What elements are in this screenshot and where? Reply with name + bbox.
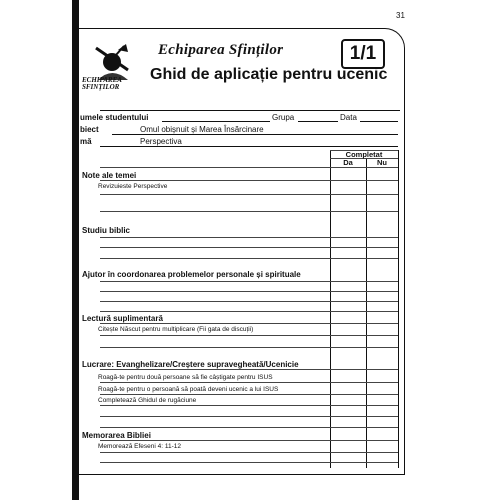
completed-header: Completat xyxy=(345,150,383,159)
theme-line xyxy=(100,146,398,147)
column-divider-middle xyxy=(366,158,367,468)
rule-line xyxy=(100,301,398,302)
form-sheet xyxy=(76,28,405,475)
rule-line xyxy=(100,416,398,417)
rule-line xyxy=(100,237,398,238)
list-item: Memorează Efeseni 4: 11-12 xyxy=(98,443,181,450)
rule-line xyxy=(100,405,398,406)
column-divider-left xyxy=(330,150,331,468)
list-item: Roagă-te pentru două persoane să fie câștigate pentru ISUS xyxy=(98,374,273,381)
section-theme-notes: Note ale temei xyxy=(82,171,137,180)
rule-line xyxy=(100,347,398,348)
rule-line xyxy=(100,211,398,212)
section-scripture-memory: Memorarea Bibliei xyxy=(82,431,151,440)
logo-text-line1: ECHIPAREA xyxy=(82,76,122,84)
subject-label: biect xyxy=(80,125,99,134)
rule-line xyxy=(100,323,398,324)
rule-line xyxy=(100,311,398,312)
rule-line xyxy=(100,167,398,168)
header-divider xyxy=(100,110,400,111)
list-item: Citește Născut pentru multiplicare (Fii gata de discuții) xyxy=(98,326,254,333)
rule-line xyxy=(100,462,398,463)
page-number: 31 xyxy=(396,11,405,20)
logo-text-line2: SFINȚILOR xyxy=(82,83,120,91)
rule-line xyxy=(100,452,398,453)
rule-line xyxy=(100,281,398,282)
theme-value: Perspectiva xyxy=(140,137,182,146)
subject-value: Omul obișnuit și Marea Însărcinare xyxy=(140,125,264,134)
student-name-line[interactable] xyxy=(162,121,270,122)
rule-line xyxy=(100,382,398,383)
rule-line xyxy=(100,247,398,248)
page-title: Ghid de aplicație pentru ucenic xyxy=(150,66,388,83)
rule-line xyxy=(100,335,398,336)
section-ministry: Lucrare: Evanghelizare/Creștere supravegheată/Ucenicie xyxy=(82,360,299,369)
rule-line xyxy=(100,394,398,395)
group-line[interactable] xyxy=(298,121,338,122)
rule-line xyxy=(100,180,398,181)
no-header: Nu xyxy=(377,158,387,167)
section-extra-reading: Lectură suplimentară xyxy=(82,314,163,323)
rule-line xyxy=(100,440,398,441)
lesson-code: 1/1 xyxy=(341,39,385,69)
column-divider-right xyxy=(398,150,399,468)
section-personal-help: Ajutor în coordonarea problemelor personale și spirituale xyxy=(82,270,301,279)
logo-text xyxy=(82,77,122,91)
list-item: Completează Ghidul de rugăciune xyxy=(98,397,197,404)
series-title: Echiparea Sfinților xyxy=(158,42,284,58)
rule-line xyxy=(100,427,398,428)
list-item: Roagă-te pentru o persoană să poată deveni ucenic a lui ISUS xyxy=(98,386,279,393)
date-label: Data xyxy=(340,113,357,122)
rule-line xyxy=(100,194,398,195)
student-name-label: umele studentului xyxy=(80,113,149,122)
yes-header: Da xyxy=(343,158,353,167)
rule-line xyxy=(100,291,398,292)
group-label: Grupa xyxy=(272,113,295,122)
theme-label: mă xyxy=(80,137,92,146)
rule-line xyxy=(100,258,398,259)
list-item: Revizuieste Perspective xyxy=(98,183,168,190)
section-bible-study: Studiu biblic xyxy=(82,226,130,235)
rule-line xyxy=(100,369,398,370)
subject-line xyxy=(112,134,398,135)
date-line[interactable] xyxy=(360,121,398,122)
